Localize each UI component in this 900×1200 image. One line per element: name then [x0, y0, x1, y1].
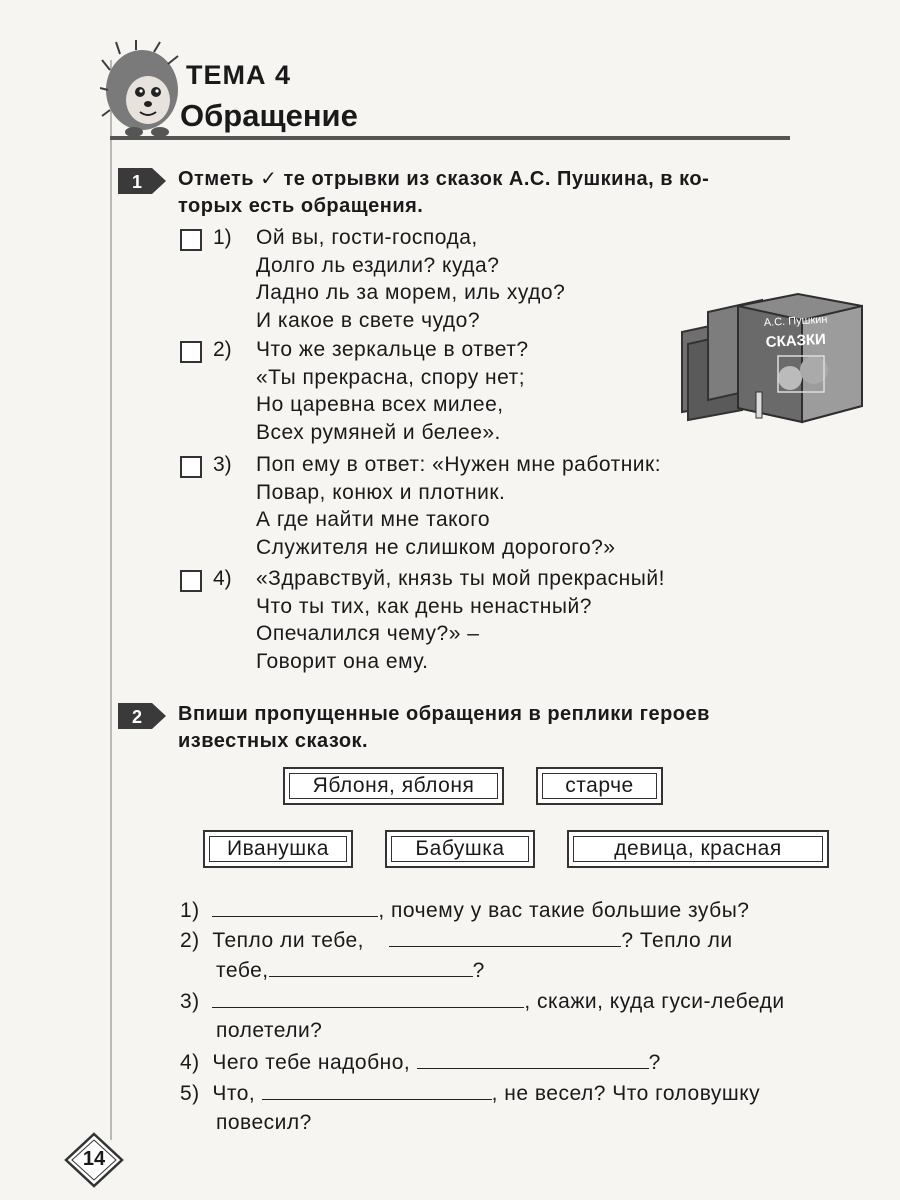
- checkbox-excerpt-4[interactable]: [180, 570, 202, 592]
- sentence-1: 1) , почему у вас такие большие зубы?: [180, 899, 750, 922]
- sentence-5-line1: 5) Что, , не весел? Что головушку: [180, 1082, 761, 1105]
- excerpt-3-number: 3): [213, 453, 232, 476]
- word-box-babushka: Бабушка: [385, 830, 535, 868]
- title-divider: [110, 136, 790, 140]
- task-1-instruction-line1: Отметь ✓ те отрывки из сказок А.С. Пушкина, в ко-: [178, 168, 710, 190]
- excerpt-1-number: 1): [213, 226, 232, 249]
- hedgehog-mascot-icon: [100, 40, 186, 140]
- blank-1[interactable]: [212, 898, 378, 917]
- book-title: СКАЗКИ: [765, 330, 827, 351]
- sentence-5-line2: повесил?: [216, 1111, 312, 1134]
- task-2-number: 2: [132, 707, 143, 727]
- sentence-2-line1: 2) Тепло ли тебе, ? Тепло ли: [180, 929, 733, 952]
- task-1-badge: [118, 168, 168, 194]
- task-2-instruction-line2: известных сказок.: [178, 730, 369, 752]
- excerpt-1-text: Ой вы, гости-господа, Долго ль ездили? куда? Ладно ль за морем, иль худо? И какое в свете чудо?: [256, 226, 566, 332]
- excerpt-2-text: Что же зеркальце в ответ? «Ты прекрасна, спору нет; Но царевна всех милее, Всех румяней и белее».: [256, 338, 529, 444]
- blank-2[interactable]: [389, 928, 621, 947]
- excerpt-4-number: 4): [213, 567, 232, 590]
- excerpt-2-number: 2): [213, 338, 232, 361]
- blank-2b[interactable]: [269, 958, 473, 977]
- blank-3[interactable]: [212, 989, 524, 1008]
- pushkin-book-illustration: [678, 292, 868, 424]
- checkbox-excerpt-3[interactable]: [180, 456, 202, 478]
- left-margin-rule: [110, 60, 112, 1140]
- word-box-ivanushka: Иванушка: [203, 830, 353, 868]
- page-number: 14: [82, 1148, 106, 1170]
- task-2-instruction-line1: Впиши пропущенные обращения в реплики героев: [178, 703, 710, 725]
- task-1-number: 1: [132, 172, 143, 192]
- word-box-devitsa: девица, красная: [567, 830, 829, 868]
- blank-4[interactable]: [417, 1050, 649, 1069]
- checkbox-excerpt-2[interactable]: [180, 341, 202, 363]
- sentence-3-line2: полетели?: [216, 1019, 323, 1042]
- theme-label: ТЕМА 4: [186, 60, 292, 90]
- checkbox-excerpt-1[interactable]: [180, 229, 202, 251]
- word-box-yablonya: Яблоня, яблоня: [283, 767, 504, 805]
- page-title: Обращение: [180, 98, 358, 133]
- sentence-4: 4) Чего тебе надобно, ?: [180, 1051, 661, 1074]
- sentence-2-line2: тебе, ?: [216, 959, 485, 982]
- excerpt-3-text: Поп ему в ответ: «Нужен мне работник: Повар, конюх и плотник. А где найти мне такого Служителя не слишком дорогого?»: [256, 453, 662, 559]
- sentence-3-line1: 3) , скажи, куда гуси-лебеди: [180, 990, 785, 1013]
- book-author: А.С. Пушкин: [763, 313, 828, 329]
- task-1-instruction-line2: торых есть обращения.: [178, 195, 424, 217]
- excerpt-4-text: «Здравствуй, князь ты мой прекрасный! Что ты тих, как день ненастный? Опечалился чему?» – Говорит она ему.: [256, 567, 665, 673]
- blank-5[interactable]: [262, 1081, 492, 1100]
- word-box-starche: старче: [536, 767, 663, 805]
- task-2-badge: [118, 703, 168, 729]
